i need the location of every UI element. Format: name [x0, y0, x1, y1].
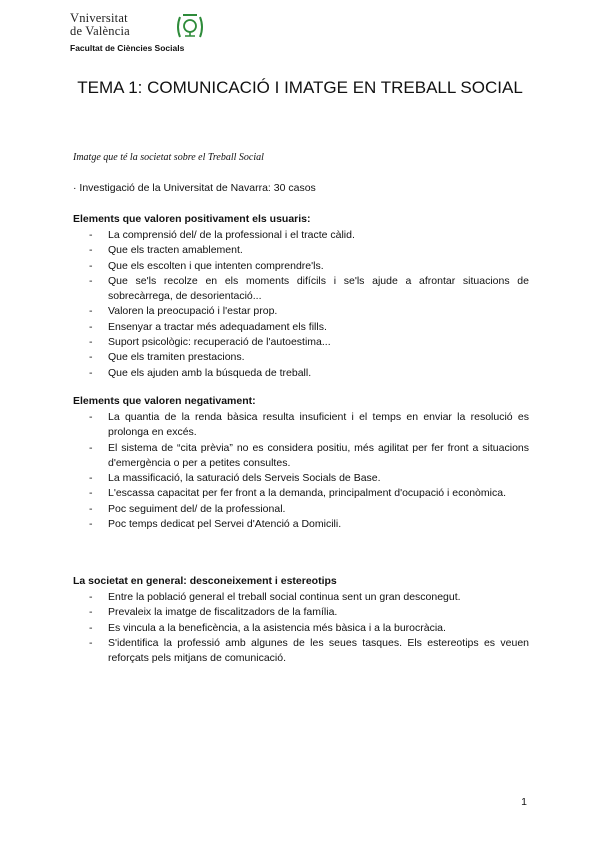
section-title-positive: Elements que valoren positivament els usuaris: — [73, 213, 311, 225]
list-item: - El sistema de “cita prèvia” no es considera positiu, més agilitat per fer front a situacions d'emergència o per a petites consultes. — [73, 441, 529, 472]
list-item: - S'identifica la professió amb algunes de les seues tasques. Els estereotips es veuen reforçats pels mitjans de comunicació. — [73, 636, 529, 667]
page-title: TEMA 1: COMUNICACIÓ I IMATGE EN TREBALL SOCIAL — [77, 78, 523, 97]
section-title-negative: Elements que valoren negativament: — [73, 395, 256, 407]
list-item: - Que els ajuden amb la búsqueda de treball. — [73, 366, 529, 381]
list-item: - Entre la població general el treball social continua sent un gran desconegut. — [73, 590, 529, 605]
university-name — [70, 12, 130, 38]
negative-list — [73, 410, 529, 532]
list-item: - Es vincula a la beneficència, a la asistencia més bàsica i a la burocràcia. — [73, 621, 529, 636]
list-item: - Suport psicològic: recuperació de l'autoestima... — [73, 335, 529, 350]
list-item: - La massificació, la saturació dels Serveis Socials de Base. — [73, 471, 529, 486]
section-title-society: La societat en general: desconeixement i estereotips — [73, 575, 337, 587]
university-seal-icon — [174, 14, 206, 40]
university-name-line2: de València — [70, 24, 130, 38]
list-item: - Que els tracten amablement. — [73, 243, 529, 258]
list-item: - Que se'ls recolze en els moments difícils i se'ls ajude a afrontar situacions de sobrecàrrega, de desorientació... — [73, 274, 529, 305]
list-item: - Valoren la preocupació i l'estar prop. — [73, 304, 529, 319]
page-number: 1 — [521, 796, 527, 808]
list-item: - La quantia de la renda bàsica resulta insuficient i el temps en enviar la resolució es prolonga en excés. — [73, 410, 529, 441]
positive-list — [73, 228, 529, 381]
list-item: - L'escassa capacitat per fer front a la demanda, principalment d'ocupació i econòmica. — [73, 486, 529, 501]
list-item: - Poc temps dedicat pel Servei d'Atenció a Domicili. — [73, 517, 529, 532]
university-logo — [70, 12, 220, 56]
list-item: - Que els tramiten prestacions. — [73, 350, 529, 365]
university-name-line1: Vniversitat — [70, 11, 128, 25]
research-note: · Investigació de la Universitat de Navarra: 30 casos — [73, 182, 316, 194]
list-item: - Que els escolten i que intenten comprendre'ls. — [73, 259, 529, 274]
society-list — [73, 590, 529, 666]
list-item: - La comprensió del/ de la professional i el tracte càlid. — [73, 228, 529, 243]
faculty-name: Facultat de Ciències Socials — [70, 43, 185, 53]
subtitle: Imatge que té la societat sobre el Treball Social — [73, 152, 264, 163]
list-item: - Ensenyar a tractar més adequadament els fills. — [73, 320, 529, 335]
list-item: - Prevaleix la imatge de fiscalitzadors de la família. — [73, 605, 529, 620]
list-item: - Poc seguiment del/ de la professional. — [73, 502, 529, 517]
